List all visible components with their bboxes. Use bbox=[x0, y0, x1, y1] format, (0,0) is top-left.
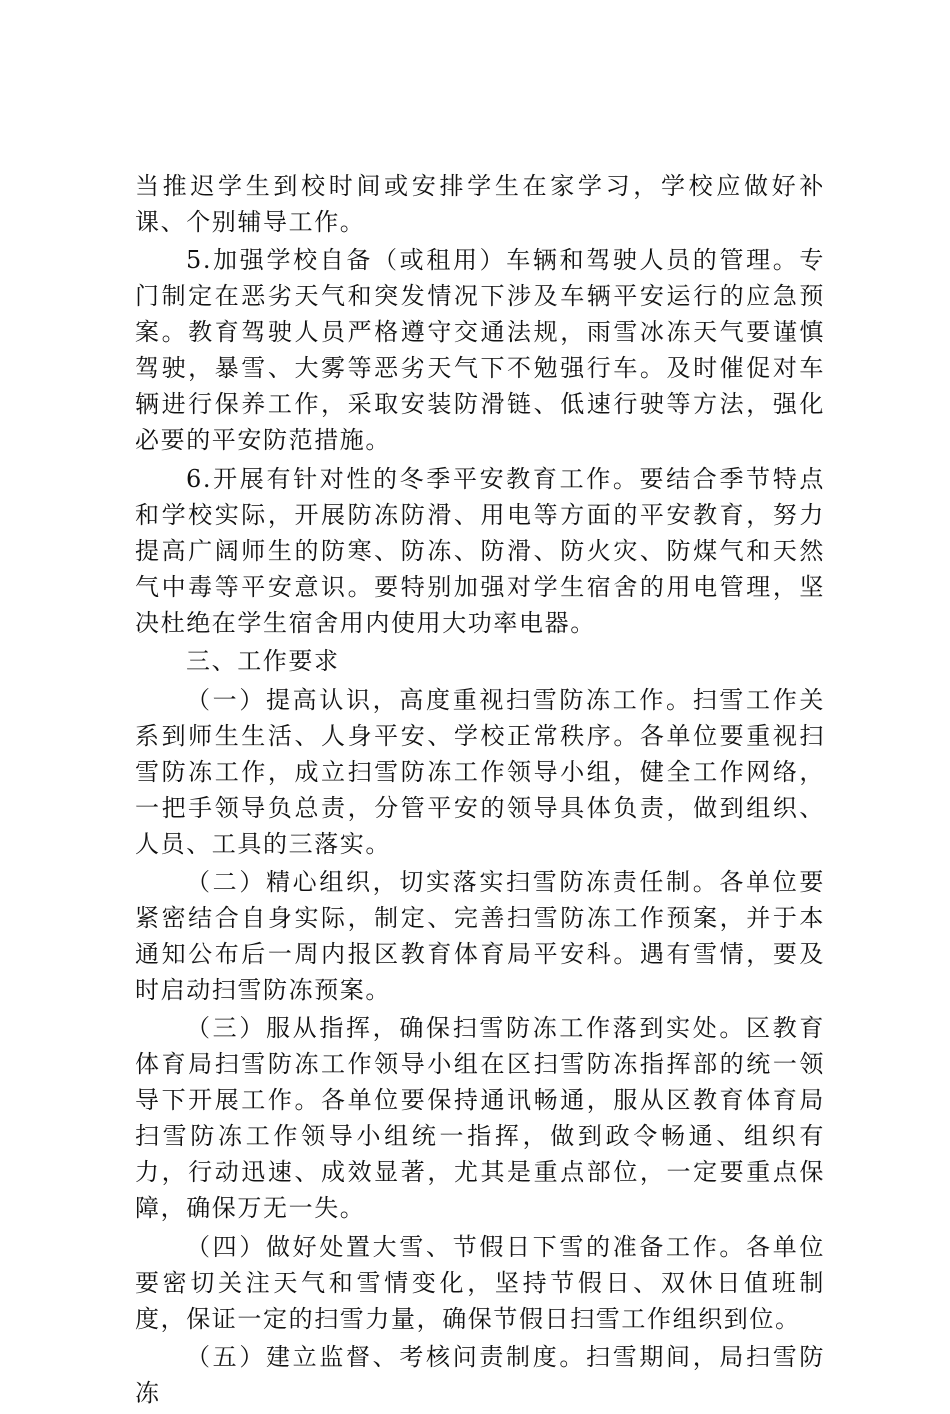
paragraph-item-6: 6.开展有针对性的冬季平安教育工作。要结合季节特点和学校实际，开展防冻防滑、用电等方面的平安教育，努力提高广阔师生的防寒、防冻、防滑、防火灾、防煤气和天然气中毒等平安意识。要特别加强对学生宿舍的用电管理，坚决杜绝在学生宿舍用内使用大功率电器。 bbox=[135, 464, 825, 637]
paragraph-1: 当推迟学生到校时间或安排学生在家学习，学校应做好补课、个别辅导工作。 bbox=[135, 172, 825, 236]
paragraph-requirement-5: （五）建立监督、考核问责制度。扫雪期间，局扫雪防冻 bbox=[135, 1343, 825, 1408]
paragraph-requirement-3: （三）服从指挥，确保扫雪防冻工作落到实处。区教育体育局扫雪防冻工作领导小组在区扫雪防冻指挥部的统一领导下开展工作。各单位要保持通讯畅通，服从区教育体育局扫雪防冻工作领导小组统一指挥，做到政令畅通、组织有力，行动迅速、成效显著，尤其是重点部位，一定要重点保障，确保万无一失。 bbox=[135, 1014, 825, 1223]
section-heading-3: 三、工作要求 bbox=[186, 647, 340, 676]
document-body bbox=[135, 168, 825, 1414]
paragraph-requirement-4: （四）做好处置大雪、节假日下雪的准备工作。各单位要密切关注天气和雪情变化，坚持节假日、双休日值班制度，保证一定的扫雪力量，确保节假日扫雪工作组织到位。 bbox=[135, 1232, 825, 1333]
paragraph-requirement-1: （一）提高认识，高度重视扫雪防冻工作。扫雪工作关系到师生生活、人身平安、学校正常秩序。各单位要重视扫雪防冻工作，成立扫雪防冻工作领导小组，健全工作网络，一把手领导负总责，分管平安的领导具体负责，做到组织、人员、工具的三落实。 bbox=[135, 685, 825, 858]
paragraph-requirement-2: （二）精心组织，切实落实扫雪防冻责任制。各单位要紧密结合自身实际，制定、完善扫雪防冻工作预案，并于本通知公布后一周内报区教育体育局平安科。遇有雪情，要及时启动扫雪防冻预案。 bbox=[135, 867, 825, 1004]
paragraph-item-5: 5.加强学校自备（或租用）车辆和驾驶人员的管理。专门制定在恶劣天气和突发情况下涉及车辆平安运行的应急预案。教育驾驶人员严格遵守交通法规，雨雪冰冻天气要谨慎驾驶，暴雪、大雾等恶劣天气下不勉强行车。及时催促对车辆进行保养工作，采取安装防滑链、低速行驶等方法，强化必要的平安防范措施。 bbox=[135, 246, 825, 455]
